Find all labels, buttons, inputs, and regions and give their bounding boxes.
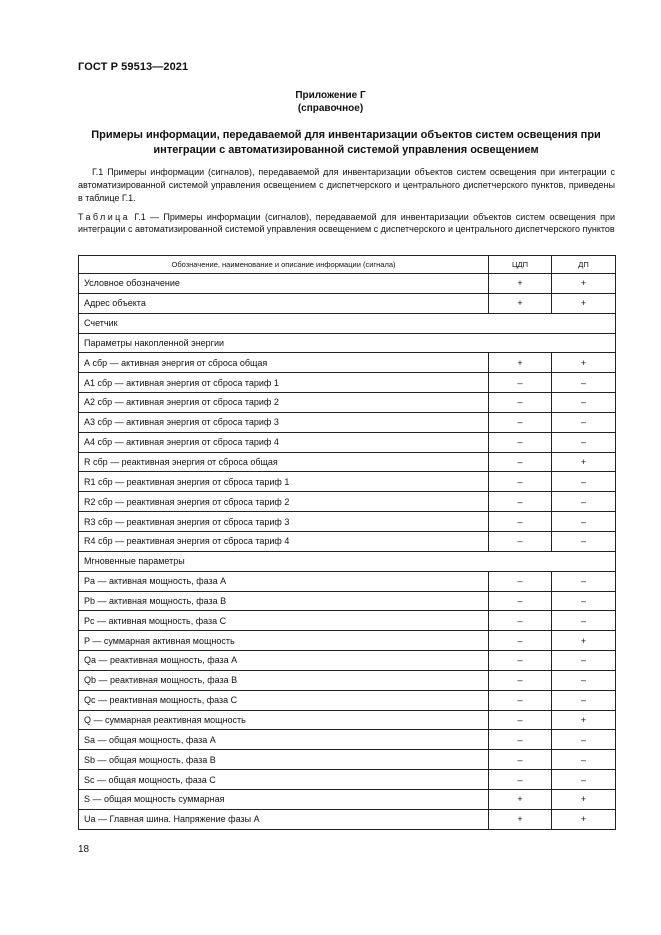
- cdp-value: –: [489, 770, 552, 790]
- signal-description: R1 сбр — реактивная энергия от сброса тариф 1: [79, 472, 489, 492]
- table-row: [79, 591, 616, 611]
- cdp-value: –: [489, 412, 552, 432]
- table-row: [79, 293, 616, 313]
- cdp-value: –: [489, 571, 552, 591]
- document-number: ГОСТ Р 59513—2021: [78, 61, 189, 73]
- table-row: [79, 789, 616, 809]
- cdp-value: –: [489, 631, 552, 651]
- signal-description: R сбр — реактивная энергия от сброса общая: [79, 452, 489, 472]
- signal-description: Qc — реактивная мощность, фаза С: [79, 690, 489, 710]
- dp-value: –: [552, 690, 616, 710]
- cdp-value: –: [489, 651, 552, 671]
- table-section-row: [79, 313, 616, 333]
- table-section-row: [79, 551, 616, 571]
- intro-paragraph: Г.1 Примеры информации (сигналов), передаваемой для инвентаризации объектов систем освещения при интеграции с автоматизированной системой управления освещением с диспетчерского и центрального диспетчерского пунктов, приведены в таблице Г.1.: [78, 167, 615, 203]
- table-row: [79, 472, 616, 492]
- cdp-value: –: [489, 472, 552, 492]
- column-header-description: Обозначение, наименование и описание информации (сигнала): [79, 256, 489, 274]
- cdp-value: –: [489, 591, 552, 611]
- table-caption: [78, 211, 615, 235]
- dp-value: +: [552, 789, 616, 809]
- signal-description: А2 сбр — активная энергия от сброса тариф 2: [79, 393, 489, 413]
- dp-value: +: [552, 631, 616, 651]
- dp-value: –: [552, 472, 616, 492]
- cdp-value: +: [489, 274, 552, 294]
- table-caption-text: Г.1 — Примеры информации (сигналов), передаваемой для инвентаризации объектов систем освещения при интеграции с автоматизированной системой управления освещением с диспетчерского и центрального диспетчерского пунктов: [78, 212, 615, 234]
- signal-description: Q — суммарная реактивная мощность: [79, 710, 489, 730]
- table-row: [79, 631, 616, 651]
- cdp-value: –: [489, 512, 552, 532]
- cdp-value: –: [489, 492, 552, 512]
- table-row: [79, 432, 616, 452]
- cdp-value: –: [489, 452, 552, 472]
- signal-description: Адрес объекта: [79, 293, 489, 313]
- signal-description: Pa — активная мощность, фаза А: [79, 571, 489, 591]
- section-heading: Примеры информации, передаваемой для инвентаризации объектов систем освещения при интеграции с автоматизированной системой управления освещением: [91, 129, 601, 156]
- dp-value: –: [552, 571, 616, 591]
- section-label: Счетчик: [79, 313, 616, 333]
- column-header-dp: ДП: [552, 256, 616, 274]
- table-row: [79, 452, 616, 472]
- dp-value: –: [552, 591, 616, 611]
- cdp-value: +: [489, 789, 552, 809]
- signal-description: R4 сбр — реактивная энергия от сброса тариф 4: [79, 531, 489, 551]
- table-row: [79, 730, 616, 750]
- dp-value: +: [552, 353, 616, 373]
- table-row: [79, 690, 616, 710]
- page-number: 18: [78, 844, 90, 855]
- signal-description: А4 сбр — активная энергия от сброса тариф 4: [79, 432, 489, 452]
- signal-description: А3 сбр — активная энергия от сброса тариф 3: [79, 412, 489, 432]
- dp-value: –: [552, 531, 616, 551]
- cdp-value: +: [489, 353, 552, 373]
- cdp-value: –: [489, 611, 552, 631]
- cdp-value: +: [489, 293, 552, 313]
- dp-value: –: [552, 393, 616, 413]
- dp-value: –: [552, 770, 616, 790]
- table-header-row: [79, 256, 616, 274]
- dp-value: –: [552, 492, 616, 512]
- dp-value: –: [552, 651, 616, 671]
- dp-value: –: [552, 611, 616, 631]
- cdp-value: –: [489, 373, 552, 393]
- cdp-value: –: [489, 670, 552, 690]
- table-row: [79, 393, 616, 413]
- cdp-value: –: [489, 730, 552, 750]
- appendix-subtitle: (справочное): [297, 103, 364, 114]
- table-row: [79, 809, 616, 829]
- table-section-row: [79, 333, 616, 353]
- signal-description: P — суммарная активная мощность: [79, 631, 489, 651]
- table-row: [79, 531, 616, 551]
- signal-description: Ua — Главная шина. Напряжение фазы А: [79, 809, 489, 829]
- signal-description: Sb — общая мощность, фаза В: [79, 750, 489, 770]
- cdp-value: –: [489, 750, 552, 770]
- table-row: [79, 710, 616, 730]
- dp-value: –: [552, 750, 616, 770]
- column-header-cdp: ЦДП: [489, 256, 552, 274]
- dp-value: +: [552, 710, 616, 730]
- signal-description: Sa — общая мощность, фаза А: [79, 730, 489, 750]
- table-row: [79, 571, 616, 591]
- table-row: [79, 611, 616, 631]
- section-label: Параметры накопленной энергии: [79, 333, 616, 353]
- signal-description: Qb — реактивная мощность, фаза В: [79, 670, 489, 690]
- cdp-value: –: [489, 432, 552, 452]
- cdp-value: –: [489, 531, 552, 551]
- signal-description: А сбр — активная энергия от сброса общая: [79, 353, 489, 373]
- dp-value: –: [552, 730, 616, 750]
- signal-description: Pb — активная мощность, фаза В: [79, 591, 489, 611]
- dp-value: –: [552, 412, 616, 432]
- table-row: [79, 770, 616, 790]
- cdp-value: +: [489, 809, 552, 829]
- signal-description: Условное обозначение: [79, 274, 489, 294]
- info-table: [78, 255, 616, 830]
- table-row: [79, 670, 616, 690]
- dp-value: –: [552, 432, 616, 452]
- dp-value: –: [552, 670, 616, 690]
- table-row: [79, 512, 616, 532]
- signal-description: S — общая мощность суммарная: [79, 789, 489, 809]
- table-row: [79, 492, 616, 512]
- signal-description: R3 сбр — реактивная энергия от сброса тариф 3: [79, 512, 489, 532]
- cdp-value: –: [489, 393, 552, 413]
- table-row: [79, 353, 616, 373]
- table-body: [79, 274, 616, 830]
- table-row: [79, 412, 616, 432]
- table-row: [79, 750, 616, 770]
- dp-value: +: [552, 809, 616, 829]
- table-row: [79, 651, 616, 671]
- dp-value: +: [552, 452, 616, 472]
- signal-description: Pc — активная мощность, фаза С: [79, 611, 489, 631]
- cdp-value: –: [489, 690, 552, 710]
- signal-description: Qa — реактивная мощность, фаза А: [79, 651, 489, 671]
- dp-value: –: [552, 373, 616, 393]
- signal-description: А1 сбр — активная энергия от сброса тариф 1: [79, 373, 489, 393]
- table-row: [79, 373, 616, 393]
- appendix-title: Приложение Г: [295, 90, 366, 101]
- cdp-value: –: [489, 710, 552, 730]
- dp-value: +: [552, 274, 616, 294]
- dp-value: –: [552, 512, 616, 532]
- table-caption-label: Таблица: [78, 212, 131, 222]
- dp-value: +: [552, 293, 616, 313]
- section-label: Мгновенные параметры: [79, 551, 616, 571]
- signal-description: Sc — общая мощность, фаза С: [79, 770, 489, 790]
- table-row: [79, 274, 616, 294]
- signal-description: R2 сбр — реактивная энергия от сброса тариф 2: [79, 492, 489, 512]
